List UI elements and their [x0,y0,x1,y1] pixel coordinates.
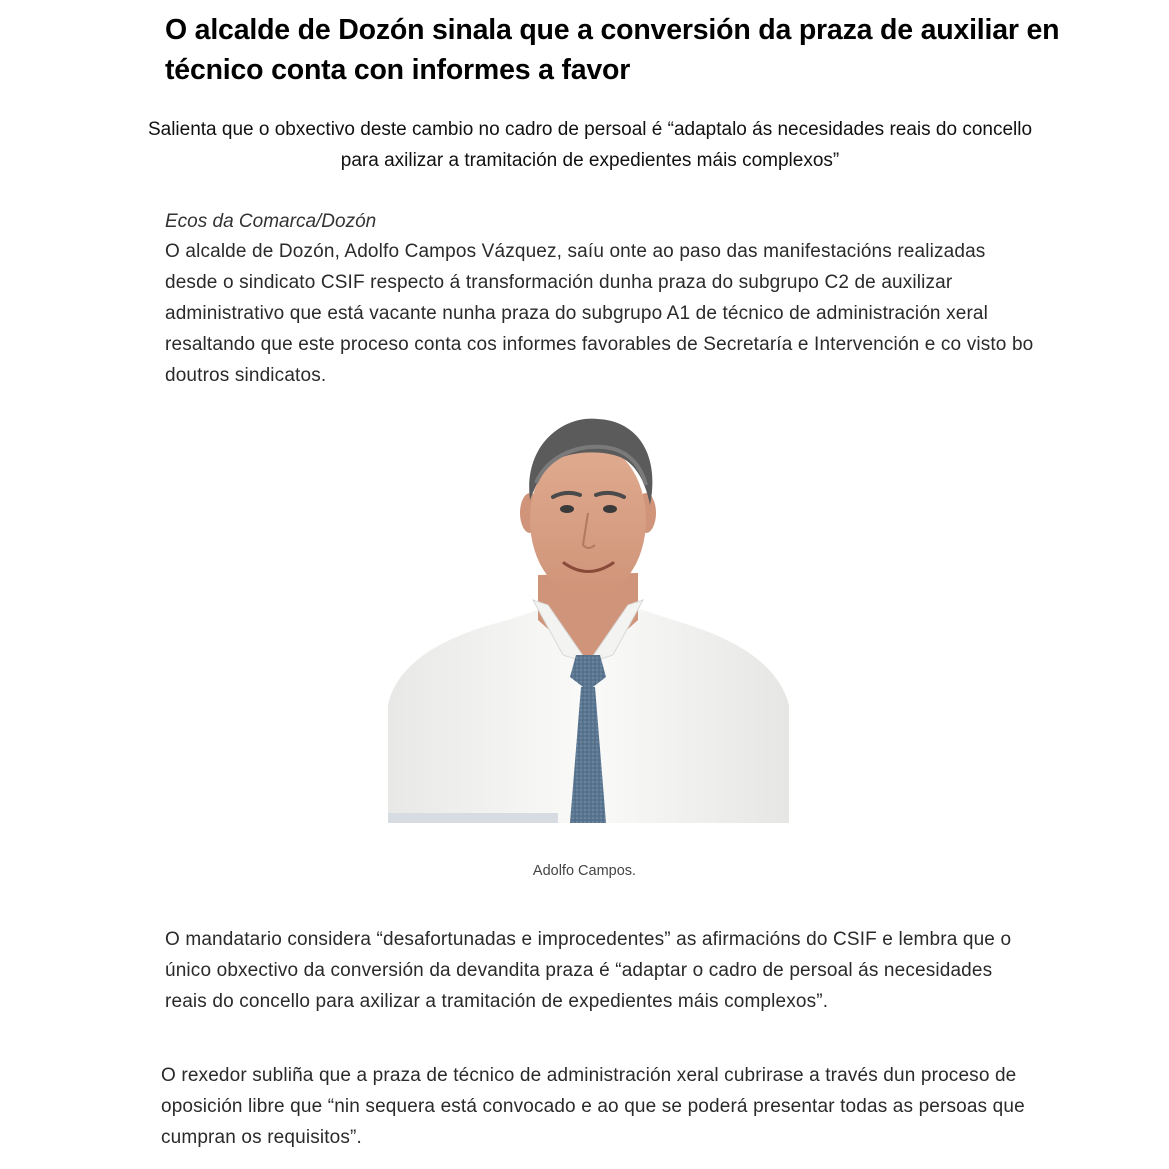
article-paragraph-3: O rexedor subliña que a praza de técnico de administración xeral cubrirase a través dun proceso de oposición libre que “nin sequera está convocado e ao que se poderá presentar todas as persoas que cumpran os requisitos”. [161,1065,1025,1148]
article-headline: O alcalde de Dozón sinala que a conversión da praza de auxiliar en técnico conta con informes a favor [165,14,1060,86]
article-photo [388,405,789,823]
article-subtitle: Salienta que o obxectivo deste cambio no cadro de persoal é “adaptalo ás necesidades reais do concello para axilizar a tramitación de expedientes máis complexos” [147,119,1033,171]
article-paragraph-2: O mandatario considera “desafortunadas e improcedentes” as afirmacións do CSIF e lembra que o único obxectivo da conversión da devandita praza é “adaptar o cadro de persoal ás necesidades reais do concello para axilizar a tramitación de expedientes máis complexos”. [165,929,1012,1012]
portrait-illustration [388,405,789,823]
article-byline: Ecos da Comarca/Dozón [165,211,377,232]
photo-caption: Adolfo Campos. [532,863,637,879]
article-paragraph-1: O alcalde de Dozón, Adolfo Campos Vázquez, saíu onte ao paso das manifestacións realizadas desde o sindicato CSIF respecto á transformación dunha praza do subgrupo C2 de auxilizar administrativo que está vacante nunha praza do subgrupo A1 de técnico de administración xeral resaltando que este proceso conta cos informes favorables de Secretaría e Intervención e co visto bo doutros sindicatos. [165,241,1034,386]
